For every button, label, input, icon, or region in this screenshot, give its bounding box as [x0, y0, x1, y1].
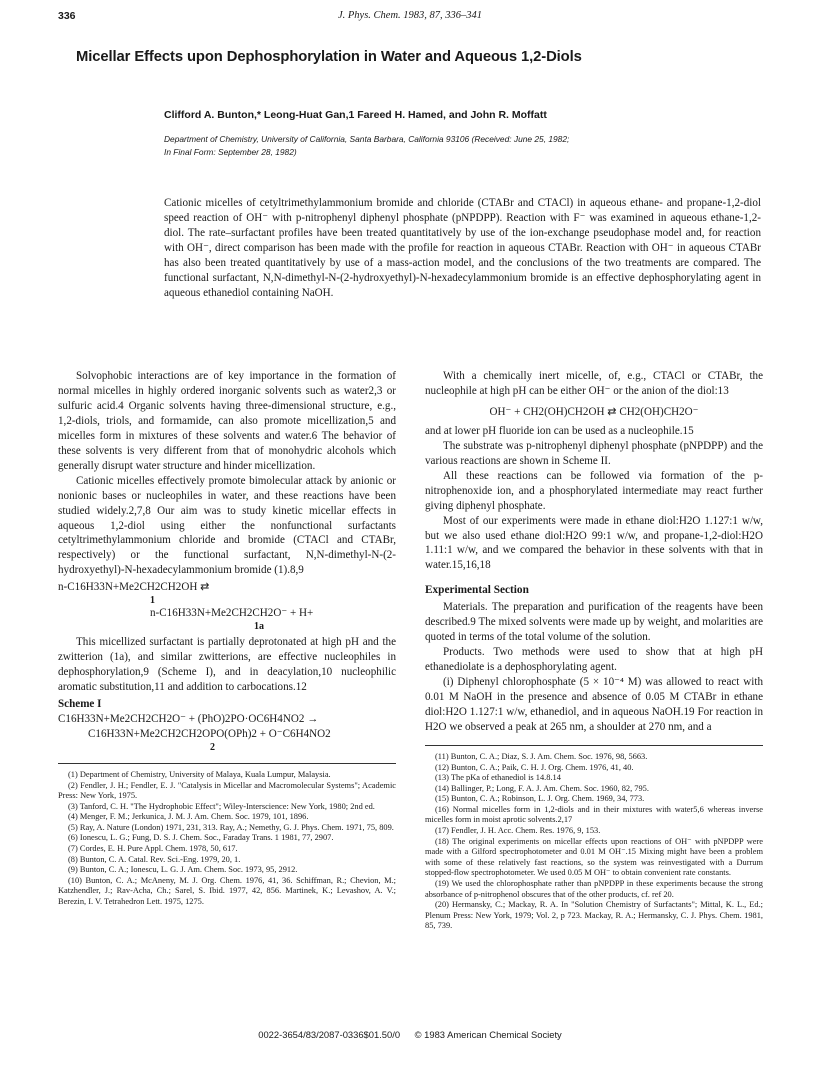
footnote: (12) Bunton, C. A.; Paik, C. H. J. Org. Chem. 1976, 41, 40.	[435, 762, 634, 772]
copyright-notice: © 1983 American Chemical Society	[414, 1029, 562, 1040]
scheme-line: C16H33N+Me2CH2CH2O⁻ + (PhO)2PO·OC6H4NO2 →	[58, 713, 319, 726]
abstract: Cationic micelles of cetyltrimethylammonium bromide and chloride (CTABr and CTACl) in aqueous ethane- and propane-1,2-diol speed reaction of OH⁻ with p-nitrophenyl diphenyl phosphate (pNPDPP). Reaction with F⁻ was examined in aqueous ethane-1,2-diol. The rate–surfactant profiles have been treated quantitatively by use of the ion-exchange pseudophase model and, for reaction with OH⁻, direct comparison has been made with the profile for reaction in aqueous CTABr. Reaction with OH⁻ in aqueous CTABr has also been treated quantitatively by use of a mass-action model, and the conclusions of the two treatments are compared. The functional surfactant, N,N-dimethyl-N-(2-hydroxyethyl)-N-hexadecylammonium bromide is an effective dephosphorylating agent in aqueous ethanediol containing NaOH.	[164, 197, 761, 299]
footnote: (20) Hermansky, C.; Mackay, R. A. In "Solution Chemistry of Surfactants"; Mittal, K. L., Ed.; Plenum Press: New York, 1979; Vol. 2, p 723. Mackay, R. A.; Hermansky, C. J. Phys. Chem. 1981, 85, 739.	[425, 900, 763, 931]
footnote: (6) Ionescu, L. G.; Fung, D. S. J. Chem. Soc., Faraday Trans. 1 1981, 77, 2907.	[68, 833, 334, 843]
document-code: 0022-3654/83/2087-0336$01.50/0	[258, 1029, 401, 1040]
equation-1	[58, 580, 396, 632]
footnote: (11) Bunton, C. A.; Diaz, S. J. Am. Chem. Soc. 1976, 98, 5663.	[435, 751, 648, 761]
body-paragraph: Cationic micelles effectively promote bimolecular attack by anionic or nonionic bases or nucleophiles in water, and these reactions have been studied widely.2,7,8 Our aim was to study kinetic micellar effects in aqueous 1,2-diol using either the nonfunctional surfactants cetyltrimethylammonium chloride and bromide (CTACl and CTABr, respectively) or the functional surfactant, N,N-dimethyl-N-(2-hydroxyethyl)-N-hexadecylammonium bromide (1).8,9	[58, 474, 396, 577]
footnote: (19) We used the chlorophosphate rather than pNPDPP in these experiments because the strong absorbance of p-nitrophenol obscures that of the other products, cf. ref 20.	[425, 879, 763, 899]
body-paragraph: Most of our experiments were made in ethane diol:H2O 1.127:1 w/w, but we also used ethane diol:H2O 99:1 w/w, and propane-1,2-diol:H2O 1.11:1 w/w, and we compared the behavior in these solvents with that in water.15,16,18	[425, 514, 763, 572]
page-header	[58, 10, 762, 26]
footnote: (14) Ballinger, P.; Long, F. A. J. Am. Chem. Soc. 1960, 82, 795.	[435, 783, 649, 793]
affiliation-line: Department of Chemistry, University of California, Santa Barbara, California 93106 (Received: June 25, 1982;	[164, 134, 570, 144]
page-number: 336	[58, 10, 76, 22]
scheme-heading: Scheme I	[58, 698, 102, 711]
footnote: (17) Fendler, J. H. Acc. Chem. Res. 1976, 9, 153.	[435, 826, 601, 836]
body-paragraph: Materials. The preparation and purification of the reagents have been described.9 The mixed solvents were made up by weight, and molarities are quoted in terms of the total volume of the solution.	[425, 601, 763, 644]
body-paragraph: This micellized surfactant is partially deprotonated at high pH and the zwitterion (1a), and similar zwitterions, are effective nucleophiles in dephosphorylation,9 (Scheme I), and in deacylation,10 nucleophilic aromatic substitution,11 and addition to carbocations.12	[58, 636, 396, 694]
footnote: (13) The pKa of ethanediol is 14.8.14	[435, 773, 561, 783]
body-paragraph: All these reactions can be followed via formation of the p-nitrophenoxide ion, and a phosphorylated intermediate may react further giving diphenyl phosphate.	[425, 469, 763, 512]
affiliation	[164, 133, 704, 159]
footnote: (9) Bunton, C. A.; Ionescu, L. G. J. Am. Chem. Soc. 1973, 95, 2912.	[68, 865, 298, 875]
footnote: (7) Cordes, E. H. Pure Appl. Chem. 1978, 50, 617.	[68, 844, 238, 854]
body-paragraph: The substrate was p-nitrophenyl diphenyl phosphate (pNPDPP) and the various reactions are shown in Scheme II.	[425, 439, 763, 467]
left-column	[58, 369, 396, 908]
body-paragraph: (i) Diphenyl chlorophosphate (5 × 10⁻⁴ M) was allowed to react with 0.01 M NaOH in the presence and absence of 0.05 M CTABr in ethane diol:H2O 1.127:1 w/w, ethanediol, and in aqueous NaOH.19 For reaction in H2O we observed a peak at 265 nm, a shoulder at 270 nm, and a	[425, 676, 763, 733]
body-paragraph: With a chemically inert micelle, of, e.g., CTACl or CTABr, the nucleophile at high pH can be either OH⁻ or the anion of the diol:13	[425, 370, 763, 397]
footnote: (16) Normal micelles form in 1,2-diols and in their mixtures with water5,6 whereas inverse micelles form in moist aprotic solvents.2,17	[425, 804, 763, 825]
right-column	[425, 369, 763, 932]
equation-line: n-C16H33N+Me2CH2CH2O⁻ + H+	[150, 607, 314, 620]
body-paragraph: Solvophobic interactions are of key importance in the formation of normal micelles in highly ordered inorganic solvents such as water2,3 or sulfuric acid.4 Organic solvents having three-dimensional structure, e.g., 1,2-diols, triols, and formamide, can also promote micellization,5 and micelles form in mixtures of these solvents and water.6 The behavior of these solvents is very different from that of monohydric alcohols which generally disrupt water structure and hinder micellization.	[58, 370, 396, 472]
footnote: (2) Fendler, J. H.; Fendler, E. J. "Catalysis in Micellar and Macromolecular Systems"; Academic Press: New York, 1975.	[58, 780, 396, 801]
footnote: (4) Menger, F. M.; Jerkunica, J. M. J. Am. Chem. Soc. 1979, 101, 1896.	[68, 812, 309, 822]
footnote: (3) Tanford, C. H. "The Hydrophobic Effect"; Wiley-Interscience: New York, 1980; 2nd ed.	[68, 801, 375, 811]
journal-reference: J. Phys. Chem. 1983, 87, 336–341	[337, 10, 483, 21]
equation-2: OH⁻ + CH2(OH)CH2OH ⇄ CH2(OH)CH2O⁻	[489, 405, 699, 418]
affiliation-line: In Final Form: September 28, 1982)	[164, 147, 297, 158]
compound-label: 2	[210, 741, 215, 753]
footnotes-right	[425, 745, 763, 932]
scheme-line: C16H33N+Me2CH2CH2OPO(OPh)2 + O⁻C6H4NO2	[88, 727, 331, 740]
footnote: (1) Department of Chemistry, University of Malaya, Kuala Lumpur, Malaysia.	[68, 769, 331, 779]
footnote: (15) Bunton, C. A.; Robinson, L. J. Org. Chem. 1969, 34, 773.	[435, 794, 645, 804]
article-title: Micellar Effects upon Dephosphorylation in Water and Aqueous 1,2-Diols	[76, 49, 582, 65]
footnote: (8) Bunton, C. A. Catal. Rev. Sci.-Eng. 1979, 20, 1.	[68, 854, 241, 864]
scheme-1	[58, 712, 396, 753]
compound-label: 1	[150, 595, 155, 607]
footnote: (5) Ray, A. Nature (London) 1971, 231, 313. Ray, A.; Nemethy, G. J. Phys. Chem. 1971, 75, 809.	[68, 822, 394, 832]
footnote: (10) Bunton, C. A.; McAneny, M. J. Org. Chem. 1976, 41, 36. Schiffman, R.; Chevion, M.; Katzhendler, J.; Rav-Acha, Ch.; Sarel, S. Ibid. 1977, 42, 856. Martinek, K.; Levashov, A. V.; Berezin, I. V. Tetrahedron Lett. 1975, 1275.	[58, 875, 396, 907]
page-footer	[0, 1029, 820, 1040]
section-heading: Experimental Section	[425, 584, 529, 597]
body-paragraph: Products. Two methods were used to show that at high pH ethanediolate is a dephosphorylating agent.	[425, 646, 763, 674]
author-list: Clifford A. Bunton,* Leong-Huat Gan,1 Fareed H. Hamed, and John R. Moffatt	[164, 109, 547, 121]
footnote: (18) The original experiments on micellar effects upon reactions of OH⁻ with pNPDPP were made with a Gilford spectrophotometer and 0.01 M OH⁻.15 Mixing might have been a problem with some of these relatively fast reactions, so the system was reinvestigated with a Durrum stopped-flow spectrophotometer. We used 0.05 M OH⁻ to obtain convenient rate constants.	[425, 836, 763, 878]
compound-label: 1a	[254, 621, 264, 633]
footnotes-left	[58, 763, 396, 908]
body-paragraph: and at lower pH fluoride ion can be used as a nucleophile.15	[425, 424, 694, 437]
equation-line: n-C16H33N+Me2CH2CH2OH ⇄	[58, 581, 210, 594]
